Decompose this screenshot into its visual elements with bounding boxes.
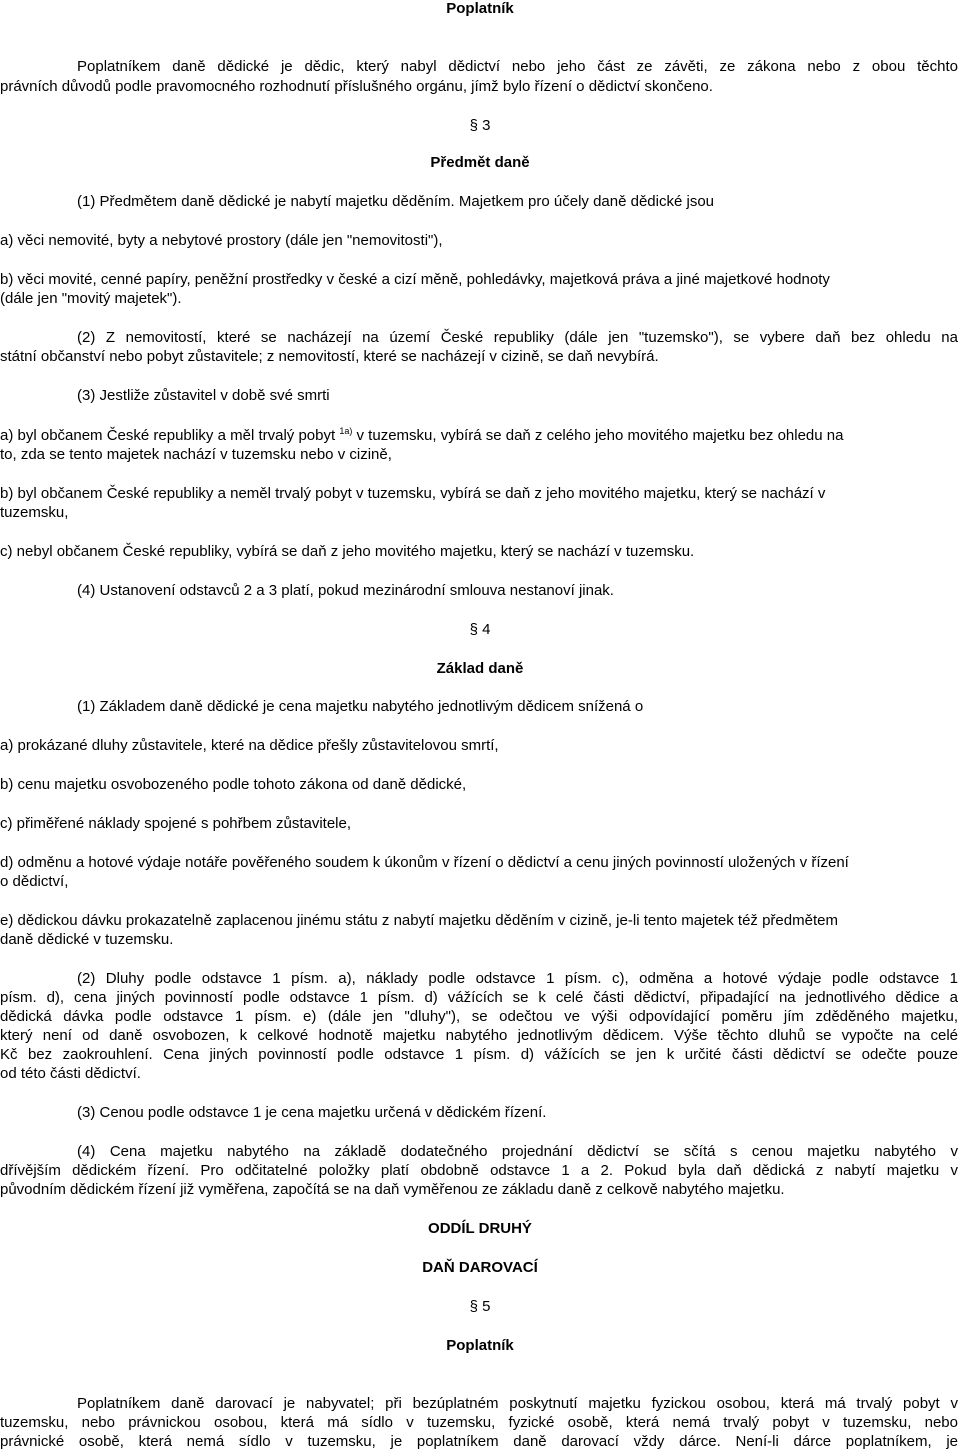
paragraph-line: právnické osobě, která nemá sídlo v tuzemsku, je poplatníkem daně darovací vždy dárce. Není-li dárce poplatníkem, je bbox=[0, 1433, 958, 1450]
list-item bbox=[0, 427, 960, 445]
list-item-continuation: to, zda se tento majetek nachází v tuzemsku nebo v cizině, bbox=[0, 446, 392, 463]
list-item-text: a) byl občanem České republiky a měl trvalý pobyt bbox=[0, 427, 336, 444]
list-item: b) byl občanem České republiky a neměl trvalý pobyt v tuzemsku, vybírá se daň z jeho movitého majetku, který se nachází v bbox=[0, 485, 826, 502]
paragraph-line: (2) Z nemovitostí, které se nacházejí na území České republiky (dále jen "tuzemsko"), se vybere daň bez ohledu na bbox=[77, 329, 958, 346]
paragraph-line: státní občanství nebo pobyt zůstavitele; z nemovitostí, které se nacházejí v cizině, se daň nevybírá. bbox=[0, 348, 659, 365]
list-item: a) věci nemovité, byty a nebytové prostory (dále jen "nemovitosti"), bbox=[0, 232, 443, 249]
paragraph-line: Poplatníkem daně darovací je nabyvatel; při bezúplatném poskytnutí majetku fyzickou osobou, která má trvalý pobyt v bbox=[77, 1395, 958, 1412]
part-subtitle: DAŇ DAROVACÍ bbox=[422, 1259, 538, 1276]
paragraph-line: dřívějším dědickém řízení. Pro odčitatelné položky platí obdobně odstavce 1 a 2. Pokud byla daň dědická z nabytí majetku v bbox=[0, 1162, 958, 1179]
footnote-ref: 1a) bbox=[339, 426, 353, 436]
paragraph-line: (1) Předmětem daně dědické je nabytí majetku děděním. Majetkem pro účely daně dědické jsou bbox=[77, 193, 715, 210]
paragraph-line: (4) Cena majetku nabytého na základě dodatečného projednání dědictví se sčítá s cenou majetku nabytého v bbox=[77, 1143, 958, 1160]
list-item: b) věci movité, cenné papíry, peněžní prostředky v české a cizí měně, pohledávky, majetková práva a jiné majetkové hodnoty bbox=[0, 271, 830, 288]
section-heading: Poplatník bbox=[446, 1337, 514, 1354]
paragraph-line: tuzemsku, nebo právnickou osobou, která má sídlo v tuzemsku, fyzické osobě, která nemá trvalý pobyt v tuzemsku, nebo bbox=[0, 1414, 958, 1431]
paragraph-line: dědická dávka podle odstavce 1 písm. e) (dále jen "dluhy"), se odečtou ve výši odpovídající poměru jím zděděného majetku, bbox=[0, 1008, 958, 1025]
paragraph-line: Kč bez zaokrouhlení. Cena jiných povinností podle odstavce 1 písm. d) vážících se jen k určité části dědictví se odečte pouze bbox=[0, 1046, 958, 1063]
section-number: § 3 bbox=[469, 117, 491, 134]
paragraph-line: (3) Jestliže zůstavitel v době své smrti bbox=[77, 387, 330, 404]
section-number: § 4 bbox=[469, 621, 491, 638]
list-item-continuation: daně dědické v tuzemsku. bbox=[0, 931, 174, 948]
section-number: § 5 bbox=[469, 1298, 491, 1315]
list-item-text: v tuzemsku, vybírá se daň z celého jeho movitého majetku bez ohledu na bbox=[356, 427, 844, 444]
paragraph-line: písm. d), cena jiných povinností podle odstavce 1 písm. d) vážících se k celé části dědictví, připadající na jednotlivého dědice a bbox=[0, 989, 958, 1006]
paragraph-line: od této části dědictví. bbox=[0, 1065, 141, 1082]
paragraph-line: (4) Ustanovení odstavců 2 a 3 platí, pokud mezinárodní smlouva nestanoví jinak. bbox=[77, 582, 614, 599]
list-item: e) dědickou dávku prokazatelně zaplacenou jinému státu z nabytí majetku děděním v cizině, je-li tento majetek též předmětem bbox=[0, 912, 838, 929]
list-item: b) cenu majetku osvobozeného podle tohoto zákona od daně dědické, bbox=[0, 776, 467, 793]
list-item-continuation: (dále jen "movitý majetek"). bbox=[0, 290, 182, 307]
list-item-continuation: o dědictví, bbox=[0, 873, 69, 890]
paragraph-line: (2) Dluhy podle odstavce 1 písm. a), náklady podle odstavce 1 písm. c), odměna a hotové výdaje podle odstavce 1 bbox=[77, 970, 958, 987]
paragraph-line: (3) Cenou podle odstavce 1 je cena majetku určená v dědickém řízení. bbox=[77, 1104, 547, 1121]
part-title: ODDÍL DRUHÝ bbox=[428, 1220, 532, 1237]
paragraph-line: Poplatníkem daně dědické je dědic, který nabyl dědictví nebo jeho část ze závěti, ze zákona nebo z obou těchto bbox=[77, 58, 958, 75]
paragraph-line: který není od daně osvobozen, k celkové hodnotě majetku nabytého jednotlivým dědicem. Výše těchto dluhů se vypočte na celé bbox=[0, 1027, 958, 1044]
section-title: Předmět daně bbox=[430, 154, 530, 171]
list-item: c) přiměřené náklady spojené s pohřbem zůstavitele, bbox=[0, 815, 352, 832]
section-heading: Poplatník bbox=[446, 0, 514, 17]
list-item-continuation: tuzemsku, bbox=[0, 504, 69, 521]
section-title: Základ daně bbox=[436, 660, 524, 677]
list-item: d) odměnu a hotové výdaje notáře pověřeného soudem k úkonům v řízení o dědictví a cenu jiných povinností uložených v řízení bbox=[0, 854, 849, 871]
list-item: a) prokázané dluhy zůstavitele, které na dědice přešly zůstavitelovou smrtí, bbox=[0, 737, 499, 754]
paragraph-line: původním dědickém řízení již vyměřena, započítá se na daň vyměřenou ze základu daně z celkově nabytého majetku. bbox=[0, 1181, 785, 1198]
paragraph-line: právních důvodů podle pravomocného rozhodnutí příslušného orgánu, jímž bylo řízení o dědictví skončeno. bbox=[0, 78, 713, 95]
list-item: c) nebyl občanem České republiky, vybírá se daň z jeho movitého majetku, který se nachází v tuzemsku. bbox=[0, 543, 695, 560]
paragraph-line: (1) Základem daně dědické je cena majetku nabytého jednotlivým dědicem snížená o bbox=[77, 698, 644, 715]
